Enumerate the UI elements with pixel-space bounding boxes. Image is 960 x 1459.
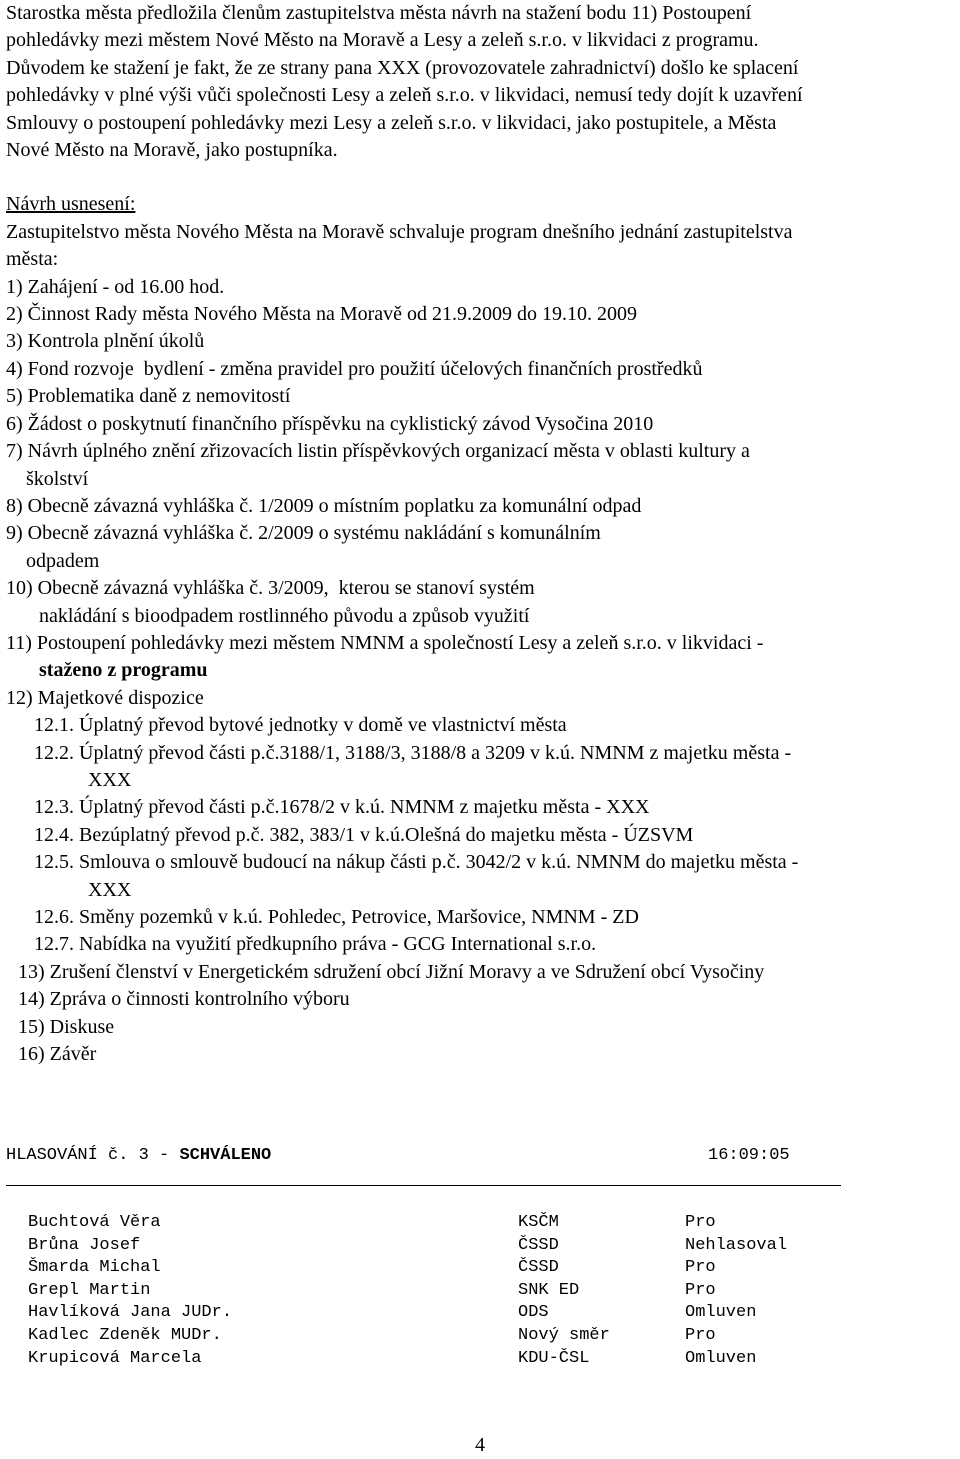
program-item-1: 1) Zahájení - od 16.00 hod. [6, 275, 225, 298]
vote-label-wrap [6, 1145, 271, 1168]
program-subitem-12-5: 12.5. Smlouva o smlouvě budoucí na nákup části p.č. 3042/2 v k.ú. NMNM do majetku města - [34, 851, 799, 874]
program-subitem-12-7: 12.7. Nabídka na využití předkupního práva - GCG International s.r.o. [34, 933, 597, 956]
voter-row [28, 1212, 828, 1235]
program-item-13: 13) Zrušení členství v Energetickém sdružení obcí Jižní Moravy a ve Sdružení obcí Vysočiny [18, 960, 765, 983]
vote-label: HLASOVÁNÍ č. 3 - [6, 1146, 180, 1165]
program-item-7: 7) Návrh úplného znění zřizovacích listin příspěvkových organizací města v oblasti kultury a [6, 440, 750, 463]
program-subitem-12-5-continued: XXX [88, 878, 132, 901]
voter-name: Kadlec Zdeněk MUDr. [28, 1325, 222, 1345]
voter-party: ODS [518, 1303, 549, 1323]
program-item-8: 8) Obecně závazná vyhláška č. 1/2009 o místním poplatku za komunální odpad [6, 494, 642, 517]
program-item-10: 10) Obecně závazná vyhláška č. 3/2009, kterou se stanoví systém [6, 577, 535, 600]
vote-result: SCHVÁLENO [179, 1146, 272, 1165]
voter-row [28, 1235, 828, 1258]
voter-party: ČSSD [518, 1258, 559, 1278]
proposal-text: Zastupitelstvo města Nového Města na Moravě schvaluje program dnešního jednání zastupitelstva [6, 220, 793, 243]
voter-row [28, 1280, 828, 1303]
program-subitem-12-3: 12.3. Úplatný převod části p.č.1678/2 v k.ú. NMNM z majetku města - XXX [34, 796, 650, 819]
program-item-11: 11) Postoupení pohledávky mezi městem NMNM a společností Lesy a zeleň s.r.o. v likvidaci - [6, 631, 764, 654]
vote-time: 16:09:05 [708, 1146, 790, 1165]
program-item-2: 2) Činnost Rady města Nového Města na Moravě od 21.9.2009 do 19.10. 2009 [6, 303, 638, 326]
voter-row [28, 1302, 828, 1325]
resolution-proposal [6, 191, 956, 1068]
voter-name: Brůna Josef [28, 1235, 141, 1255]
program-item-15: 15) Diskuse [18, 1015, 115, 1038]
program-item-9-continued: odpadem [26, 549, 100, 572]
voter-vote: Nehlasoval [685, 1235, 788, 1255]
program-item-10-continued: nakládání s bioodpadem rostlinného původu a způsob využití [39, 604, 530, 627]
vote-record [6, 1145, 956, 1368]
program-subitem-12-2: 12.2. Úplatný převod části p.č.3188/1, 3188/3, 3188/8 a 3209 v k.ú. NMNM z majetku města - [34, 741, 792, 764]
program-subitem-12-4: 12.4. Bezúplatný převod p.č. 382, 383/1 v k.ú.Olešná do majetku města - ÚZSVM [34, 823, 694, 846]
voter-row [28, 1257, 828, 1280]
voter-list [28, 1212, 828, 1370]
voter-vote: Pro [685, 1258, 716, 1278]
vote-divider [6, 1185, 841, 1186]
voter-name: Krupicová Marcela [28, 1348, 202, 1368]
page-number: 4 [475, 1434, 485, 1456]
voter-party: Nový směr [518, 1325, 610, 1345]
proposal-text: města: [6, 248, 59, 271]
program-subitem-12-2-continued: XXX [88, 768, 132, 791]
voter-party: ČSSD [518, 1235, 559, 1255]
voter-vote: Pro [685, 1213, 716, 1232]
voter-name: Buchtová Věra [28, 1213, 161, 1232]
program-item-12: 12) Majetkové dispozice [6, 686, 204, 709]
program-item-9: 9) Obecně závazná vyhláška č. 2/2009 o systému nakládání s komunálním [6, 522, 601, 545]
program-item-11-withdrawn: staženo z programu [39, 659, 208, 682]
program-item-3: 3) Kontrola plnění úkolů [6, 330, 205, 353]
program-subitem-12-1: 12.1. Úplatný převod bytové jednotky v domě ve vlastnictví města [34, 714, 567, 737]
voter-vote: Omluven [685, 1348, 757, 1368]
voter-row [28, 1348, 828, 1371]
intro-line: Smlouvy o postoupení pohledávky mezi Lesy a zeleň s.r.o. v likvidaci, jako postupitele, a Města [6, 111, 777, 134]
voter-party: KSČM [518, 1213, 559, 1232]
voter-party: SNK ED [518, 1280, 580, 1300]
intro-line: Důvodem ke stažení je fakt, že ze strany pana XXX (provozovatele zahradnictví) došlo ke splacení [6, 56, 799, 79]
vote-header [6, 1145, 956, 1167]
program-item-4: 4) Fond rozvoje bydlení - změna pravidel pro použití účelových finančních prostředků [6, 357, 703, 380]
program-item-5: 5) Problematika daně z nemovitostí [6, 385, 291, 408]
document-page [6, 0, 956, 1068]
program-subitem-12-6: 12.6. Směny pozemků v k.ú. Pohledec, Petrovice, Maršovice, NMNM - ZD [34, 906, 639, 928]
voter-name: Havlíková Jana JUDr. [28, 1303, 233, 1323]
proposal-heading: Návrh usnesení: [6, 193, 136, 216]
program-item-16: 16) Závěr [18, 1043, 97, 1066]
voter-vote: Pro [685, 1325, 716, 1345]
program-item-6: 6) Žádost o poskytnutí finančního příspěvku na cyklistický závod Vysočina 2010 [6, 412, 654, 435]
intro-line: Nové Město na Moravě, jako postupníka. [6, 139, 338, 162]
voter-vote: Pro [685, 1280, 716, 1300]
voter-row [28, 1325, 828, 1348]
program-item-7-continued: školství [26, 467, 89, 490]
intro-line: pohledávky v plné výši vůči společnosti Lesy a zeleň s.r.o. v likvidaci, nemusí tedy dojít k uzavření [6, 84, 803, 107]
program-item-14: 14) Zpráva o činnosti kontrolního výboru [18, 988, 350, 1011]
intro-line: Starostka města předložila členům zastupitelstva města návrh na stažení bodu 11) Postoupení [6, 2, 752, 24]
voter-name: Grepl Martin [28, 1280, 151, 1300]
voter-vote: Omluven [685, 1303, 757, 1323]
voter-name: Šmarda Michal [28, 1258, 161, 1278]
intro-paragraph [6, 0, 956, 164]
intro-line: pohledávky mezi městem Nové Město na Moravě a Lesy a zeleň s.r.o. v likvidaci z programu. [6, 29, 759, 52]
voter-party: KDU-ČSL [518, 1348, 590, 1368]
